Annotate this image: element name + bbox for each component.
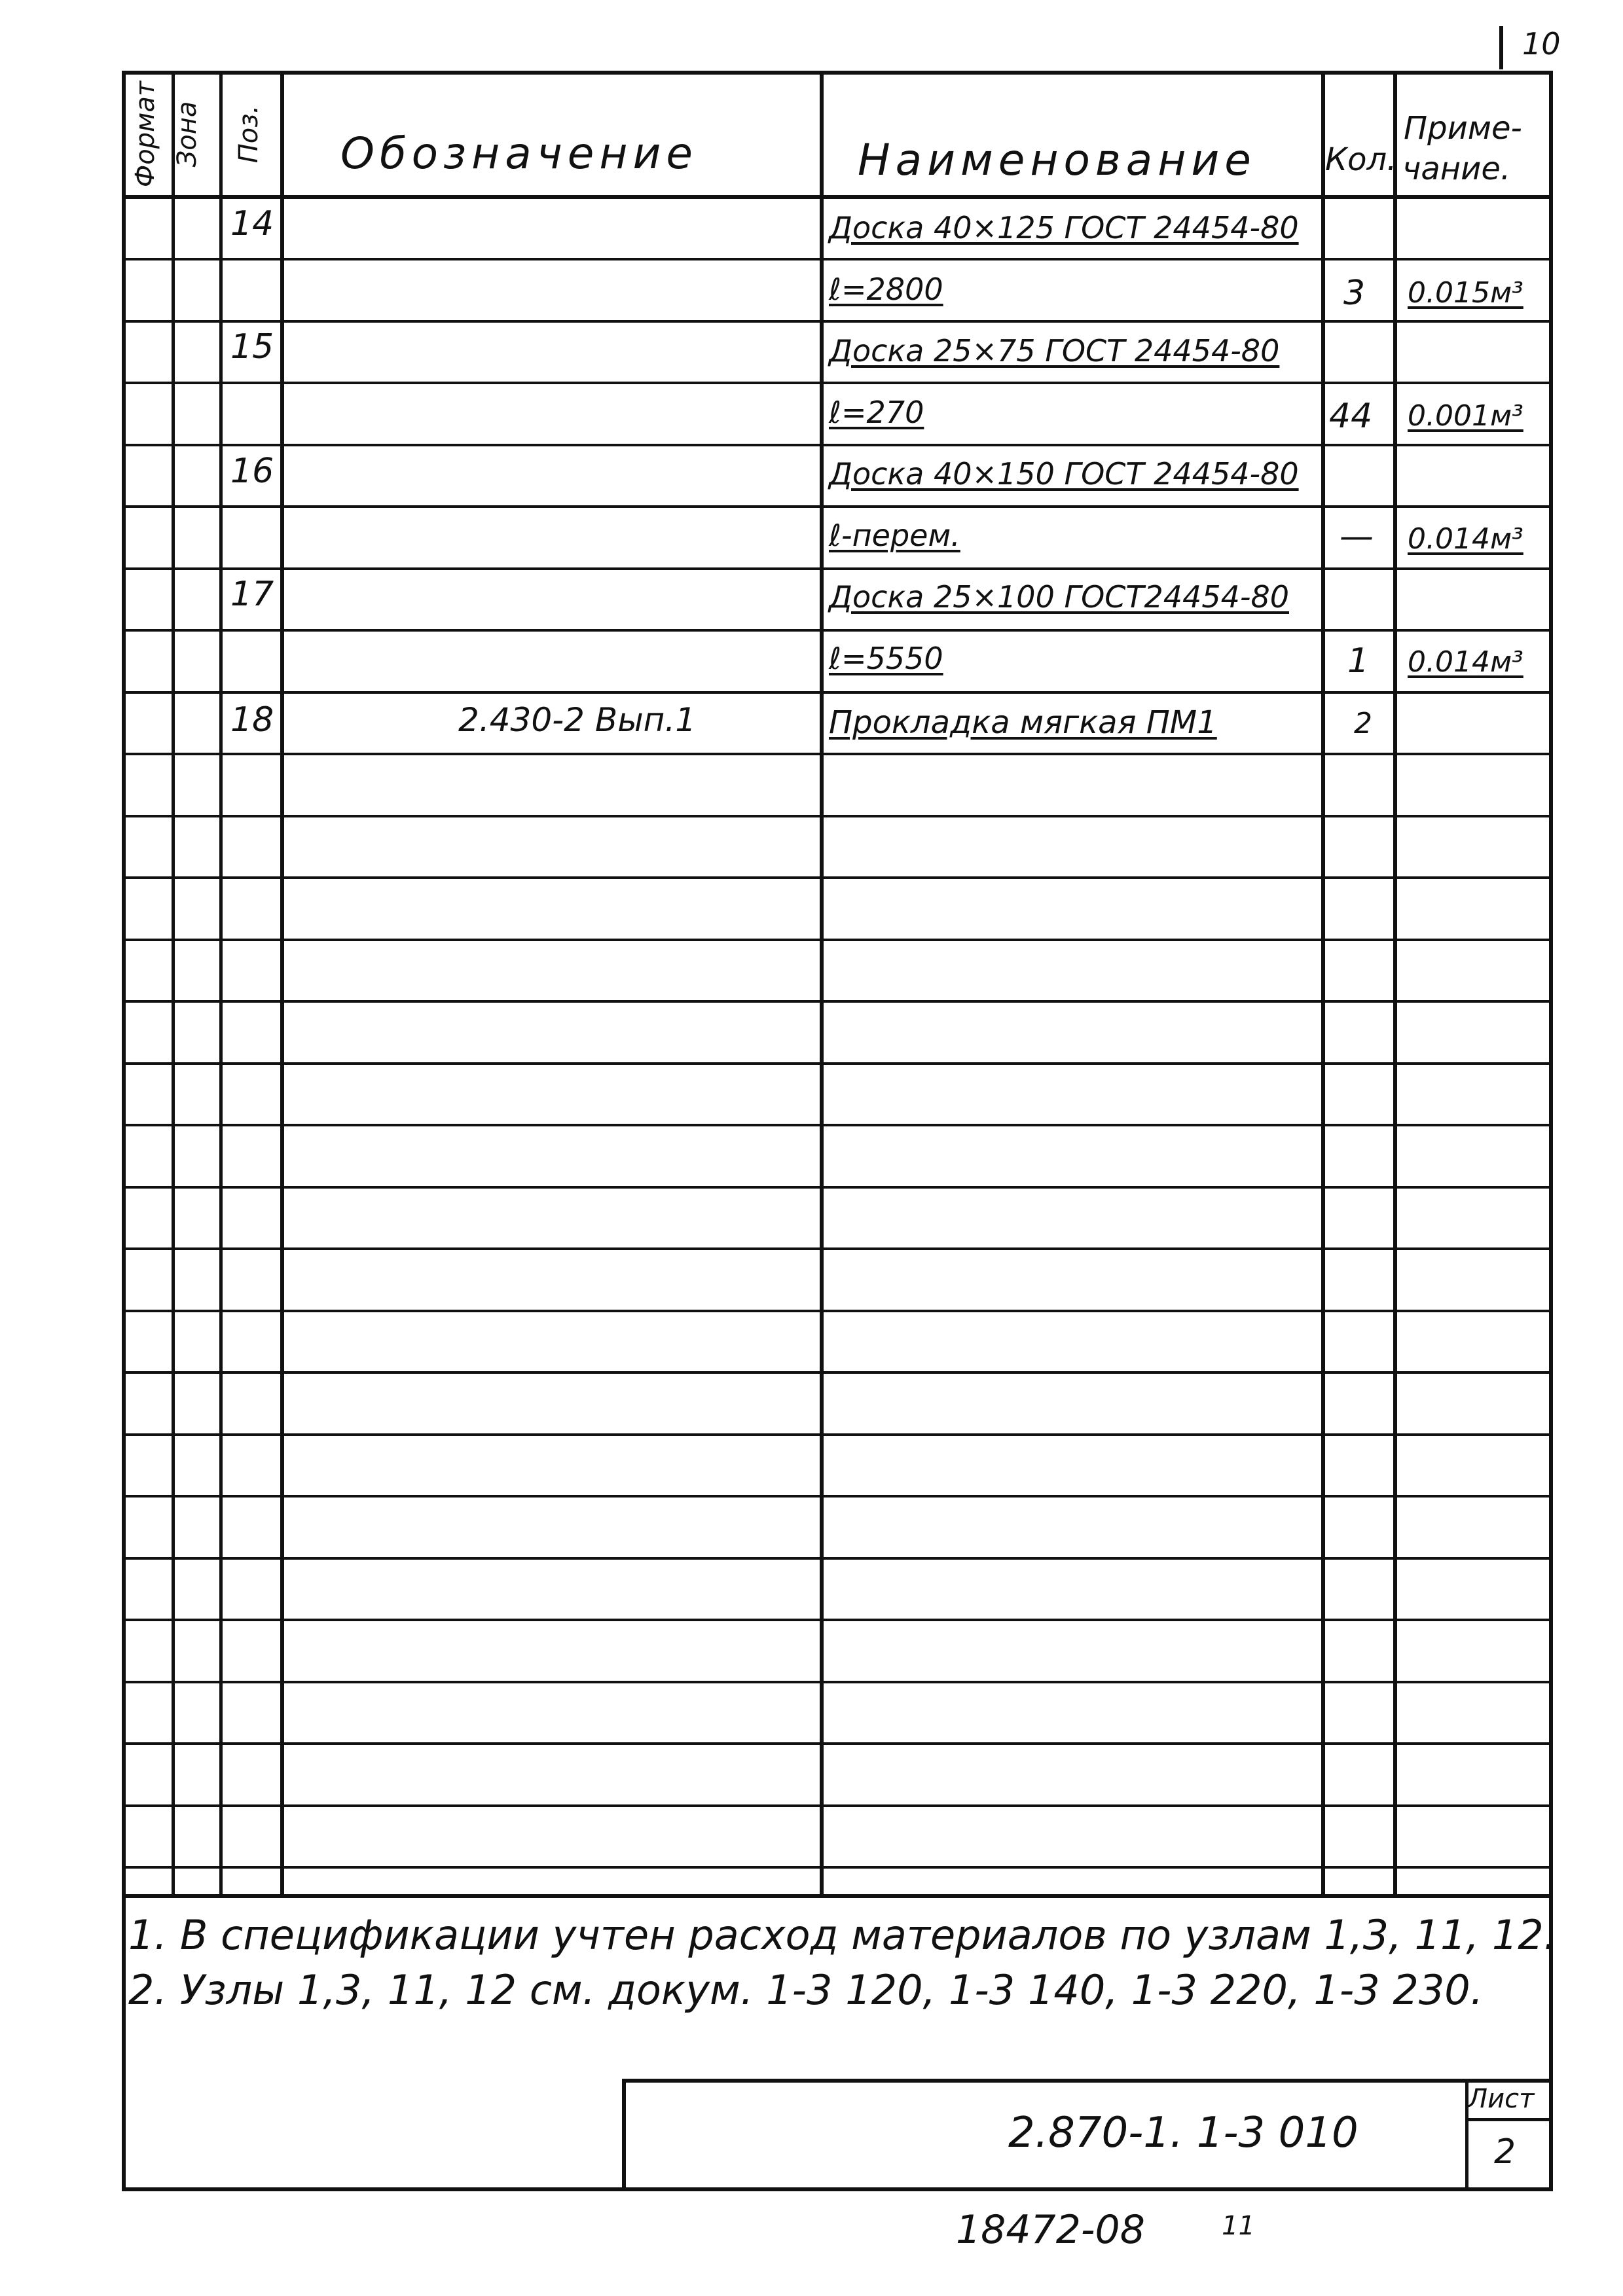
- sheet-label: Лист: [1468, 2084, 1535, 2114]
- row-separator: [124, 1186, 1550, 1189]
- header-format: Формат: [130, 81, 160, 188]
- title-block-left: [622, 2079, 626, 2191]
- frame-right: [1549, 71, 1553, 2191]
- row-separator: [124, 1433, 1550, 1436]
- header-pos: Поз.: [234, 105, 264, 164]
- row-separator: [124, 258, 1550, 260]
- row-separator: [124, 1557, 1550, 1560]
- row-separator: [124, 1619, 1550, 1621]
- row-separator: [124, 1681, 1550, 1683]
- row-name: Доска 40×125 ГОСТ 24454-80: [829, 210, 1299, 245]
- row-separator: [124, 1247, 1550, 1250]
- row-separator: [124, 1062, 1550, 1065]
- header-note-line2: чание.: [1402, 151, 1511, 187]
- row-note: 0.015м³: [1408, 276, 1523, 310]
- row-separator: [124, 320, 1550, 323]
- title-block-sheet-hline: [1465, 2118, 1553, 2121]
- row-separator: [124, 505, 1550, 508]
- row-note: 0.014м³: [1408, 645, 1523, 679]
- header-qty: Кол.: [1325, 141, 1397, 178]
- row-qty: 44: [1329, 397, 1373, 436]
- row-separator: [124, 1495, 1550, 1498]
- sheet-corner-number: 10: [1522, 26, 1561, 62]
- row-name: ℓ=270: [829, 395, 924, 430]
- header-designation: Обозначение: [340, 128, 698, 179]
- row-name: Доска 25×75 ГОСТ 24454-80: [829, 333, 1280, 368]
- col-line-format: [172, 71, 175, 1897]
- header-bottom-line: [122, 195, 1553, 199]
- row-qty: 1: [1347, 641, 1370, 681]
- col-line-designation: [820, 71, 824, 1897]
- frame-top: [122, 71, 1553, 75]
- row-separator: [124, 1866, 1550, 1869]
- row-name: ℓ-перем.: [829, 518, 960, 553]
- row-name: ℓ=5550: [829, 641, 943, 676]
- row-pos: 18: [230, 700, 274, 740]
- sheet-number: 2: [1494, 2132, 1516, 2172]
- row-separator: [124, 567, 1550, 570]
- row-separator: [124, 1000, 1550, 1003]
- frame-bottom: [122, 2187, 1553, 2191]
- footer-page-number: 11: [1222, 2211, 1255, 2241]
- row-separator: [124, 1804, 1550, 1807]
- header-note-line1: Приме-: [1404, 110, 1522, 147]
- row-separator: [124, 1371, 1550, 1374]
- frame-left: [122, 71, 126, 2191]
- archive-number: 18472-08: [956, 2207, 1145, 2253]
- header-name: Наименование: [858, 135, 1256, 185]
- row-qty: —: [1340, 517, 1374, 556]
- row-separator: [124, 876, 1550, 879]
- row-name: Прокладка мягкая ПМ1: [829, 704, 1217, 741]
- col-line-name: [1321, 71, 1325, 1897]
- row-separator: [124, 939, 1550, 941]
- row-separator: [124, 1310, 1550, 1312]
- row-separator: [124, 815, 1550, 817]
- header-zone: Зона: [172, 101, 202, 168]
- row-separator: [124, 1742, 1550, 1745]
- row-separator: [124, 444, 1550, 446]
- note-1: 1. В спецификации учтен расход материалов по узлам 1,3, 11, 12.: [128, 1911, 1557, 1959]
- row-pos: 16: [230, 452, 274, 491]
- row-separator: [124, 1124, 1550, 1126]
- row-pos: 15: [230, 327, 274, 367]
- row-separator: [124, 382, 1550, 384]
- row-name: Доска 25×100 ГОСТ24454-80: [829, 579, 1289, 615]
- col-line-zone: [219, 71, 223, 1897]
- note-2: 2. Узлы 1,3, 11, 12 см. докум. 1-3 120, 1-3 140, 1-3 220, 1-3 230.: [128, 1966, 1484, 2014]
- col-line-pos: [280, 71, 284, 1897]
- table-bottom-line: [122, 1894, 1553, 1898]
- row-pos: 14: [230, 204, 274, 243]
- row-separator: [124, 753, 1550, 755]
- row-note: 0.014м³: [1408, 522, 1523, 556]
- title-block-top: [622, 2079, 1553, 2083]
- row-qty: 3: [1343, 274, 1366, 313]
- row-name: ℓ=2800: [829, 272, 943, 307]
- row-qty: 2: [1354, 707, 1372, 740]
- corner-tick: [1499, 26, 1503, 69]
- row-pos: 17: [230, 575, 274, 614]
- row-separator: [124, 629, 1550, 632]
- col-line-qty: [1393, 71, 1397, 1897]
- row-name: Доска 40×150 ГОСТ 24454-80: [829, 456, 1299, 492]
- row-designation: 2.430-2 Вып.1: [458, 701, 697, 739]
- row-separator: [124, 691, 1550, 694]
- doc-code: 2.870-1. 1-3 010: [1008, 2109, 1359, 2157]
- row-note: 0.001м³: [1408, 399, 1523, 433]
